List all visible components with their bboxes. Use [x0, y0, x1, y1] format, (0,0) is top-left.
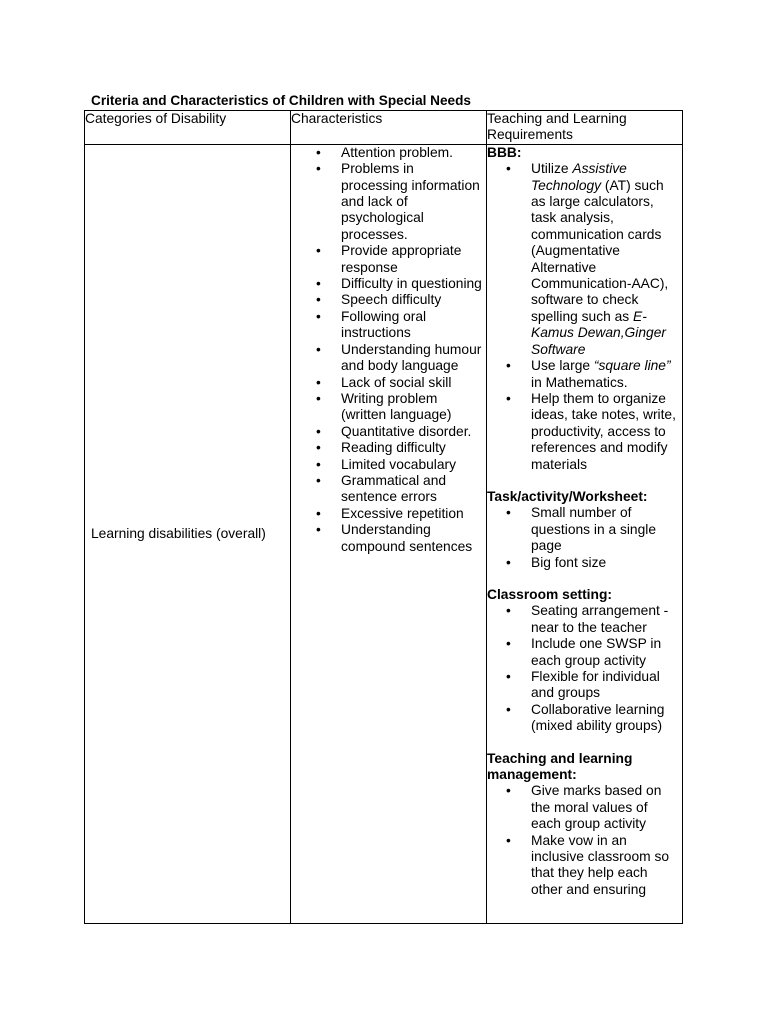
list-item: • Writing problem (written language) — [316, 390, 452, 423]
list-item: • Grammatical and sentence errors — [316, 472, 447, 505]
section-heading-classroom: Classroom setting: — [487, 586, 612, 602]
header-characteristics: Characteristics — [291, 111, 487, 145]
section-heading-management: Teaching and learning management: — [487, 750, 633, 783]
document-title: Criteria and Characteristics of Children with Special Needs — [91, 93, 471, 108]
classroom-list — [487, 603, 682, 734]
list-item: • Attention problem. — [316, 144, 453, 160]
table-header-row — [85, 111, 683, 145]
list-item: • Lack of social skill — [316, 374, 452, 390]
list-item: • Use large “square line” in Mathematics. — [506, 358, 671, 390]
bullet-icon: • — [316, 505, 321, 521]
bullet-icon: • — [316, 308, 321, 324]
list-item: • Seating arrangement - near to the teacher — [506, 603, 669, 635]
bullet-icon: • — [506, 636, 511, 652]
table-row — [85, 144, 683, 923]
bullet-icon: • — [316, 423, 321, 439]
list-item: • Difficulty in questioning — [316, 276, 482, 292]
characteristics-cell — [291, 144, 487, 923]
list-item: • Help them to organize ideas, take notes, write, productivity, access to references and modify materials — [506, 390, 676, 472]
bullet-icon: • — [506, 554, 511, 570]
bullet-icon: • — [316, 243, 321, 259]
list-item: • Quantitative disorder. — [316, 423, 472, 439]
special-needs-table — [84, 110, 683, 924]
list-item: • Understanding humour and body language — [316, 341, 482, 374]
bullet-icon: • — [506, 783, 511, 799]
list-item: • Flexible for individual and groups — [506, 669, 660, 701]
list-item: • Problems in processing information and lack of psychological processes. — [316, 161, 480, 242]
header-teaching: Teaching and Learning Requirements — [487, 111, 683, 145]
bullet-icon: • — [316, 161, 321, 177]
bullet-icon: • — [316, 374, 321, 390]
task-list — [487, 505, 682, 571]
bullet-icon: • — [316, 144, 321, 160]
bullet-icon: • — [316, 522, 321, 538]
list-item: • Give marks based on the moral values of each group activity — [506, 783, 662, 832]
bullet-icon: • — [506, 161, 511, 177]
list-item: • Following oral instructions — [316, 308, 427, 341]
list-item: • Big font size — [506, 554, 607, 570]
bullet-icon: • — [506, 505, 511, 521]
category-cell: Learning disabilities (overall) — [85, 144, 291, 923]
list-item: • Excessive repetition — [316, 505, 464, 521]
section-heading-bbb: BBB: — [487, 144, 522, 160]
list-item: • Speech difficulty — [316, 292, 442, 308]
list-item: • Collaborative learning (mixed ability groups) — [506, 701, 665, 734]
header-categories: Categories of Disability — [85, 111, 291, 145]
bullet-icon: • — [316, 276, 321, 292]
bullet-icon: • — [506, 390, 511, 406]
teaching-cell — [487, 144, 683, 923]
list-item: • Provide appropriate response — [316, 243, 462, 275]
bullet-icon: • — [316, 472, 321, 488]
bullet-icon: • — [316, 341, 321, 357]
list-item: • Include one SWSP in each group activity — [506, 636, 662, 668]
bbb-list — [487, 161, 682, 473]
section-heading-task: Task/activity/Worksheet: — [487, 488, 648, 504]
bullet-icon: • — [506, 669, 511, 684]
list-item: • Understanding compound sentences — [316, 522, 473, 554]
list-item: • Reading difficulty — [316, 440, 446, 456]
bullet-icon: • — [316, 292, 321, 308]
list-item: • Limited vocabulary — [316, 456, 457, 472]
bullet-icon: • — [316, 440, 321, 456]
management-list — [487, 783, 682, 898]
list-item: • Utilize Assistive Technology (AT) such as large calculators, task analysis, communication cards (Augmentative Alternative Communication-AAC), software to check spelling such as E-Kamus Dewan,Ginger Software — [506, 161, 669, 357]
list-item: • Small number of questions in a single page — [506, 505, 657, 554]
bullet-icon: • — [506, 832, 511, 848]
list-item: • Make vow in an inclusive classroom so that they help each other and ensuring — [506, 832, 670, 897]
bullet-icon: • — [506, 358, 511, 374]
bullet-icon: • — [316, 456, 321, 472]
characteristics-list — [291, 145, 486, 555]
bullet-icon: • — [506, 701, 511, 717]
bullet-icon: • — [506, 603, 511, 619]
bullet-icon: • — [316, 390, 321, 406]
